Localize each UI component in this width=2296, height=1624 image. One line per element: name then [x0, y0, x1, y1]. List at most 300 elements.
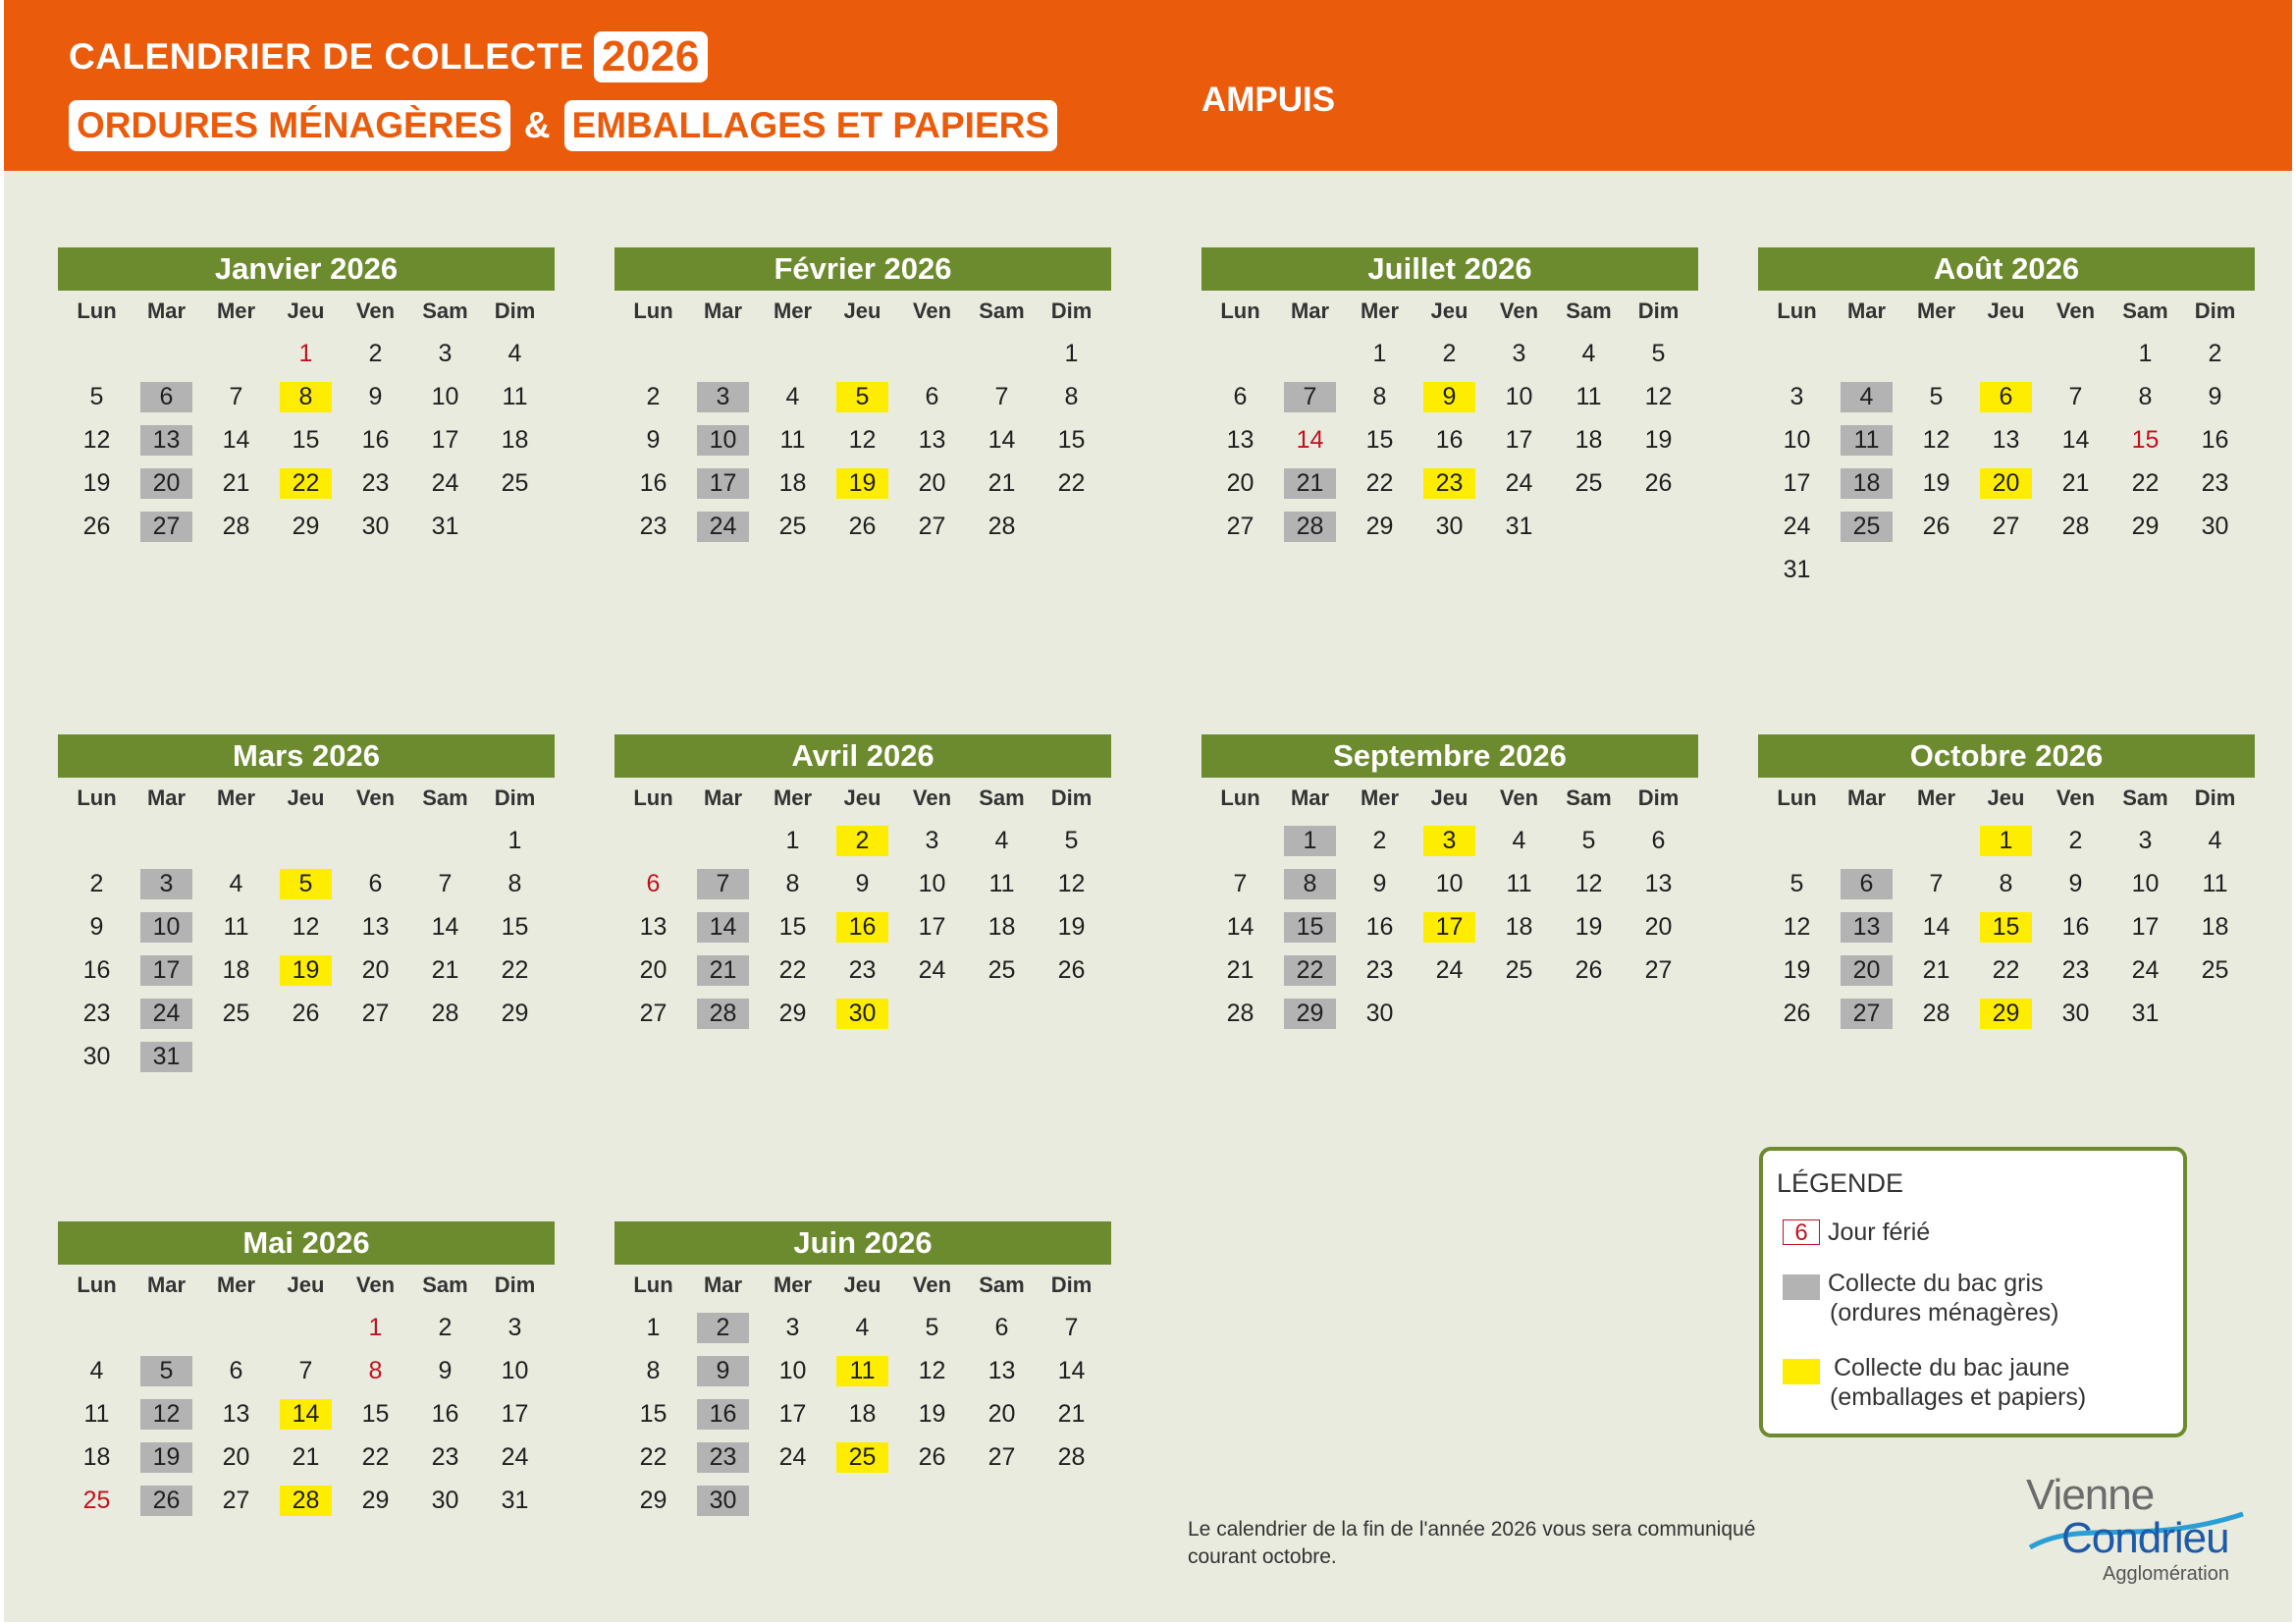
day-cell: 10 — [501, 1356, 529, 1384]
day-cell: 15 — [1057, 425, 1086, 454]
day-cell: 27 — [222, 1486, 250, 1514]
weekday-label: Dim — [2194, 298, 2236, 323]
grey-collection-day: 13 — [1841, 912, 1893, 943]
day-cell: 23 — [431, 1442, 459, 1471]
day-cell: 9 — [855, 869, 870, 897]
day-cell: 21 — [1057, 1399, 1086, 1428]
day-cell: 26 — [1575, 955, 1603, 984]
day-cell: 16 — [2201, 425, 2229, 454]
day-cell: 2 — [646, 382, 661, 410]
month-title: Février 2026 — [614, 247, 1111, 291]
weekday-label: Jeu — [287, 1272, 325, 1297]
day-cell: 18 — [222, 955, 250, 984]
day-cell: 9 — [2068, 869, 2083, 897]
weekday-label: Jeu — [843, 1272, 881, 1297]
week-row — [62, 1349, 555, 1392]
day-cell: 7 — [438, 869, 453, 897]
grey-collection-day: 28 — [1284, 512, 1336, 542]
day-cell: 21 — [431, 955, 459, 984]
month-grid — [1205, 332, 1698, 548]
yellow-collection-day: 14 — [280, 1399, 332, 1430]
week-row — [618, 905, 1111, 948]
week-row — [1205, 505, 1698, 548]
holiday-day: 6 — [646, 869, 661, 897]
day-cell: 4 — [994, 826, 1009, 854]
day-cell: 9 — [368, 382, 383, 410]
grey-collection-day: 20 — [1841, 955, 1893, 986]
day-cell: 28 — [222, 512, 250, 540]
weekday-label: Mer — [216, 298, 256, 323]
day-cell: 27 — [1644, 955, 1673, 984]
week-row — [62, 1479, 555, 1522]
week-row — [1205, 948, 1698, 992]
grey-collection-day: 7 — [1284, 382, 1336, 412]
week-row — [1205, 905, 1698, 948]
day-cell: 18 — [82, 1442, 111, 1471]
day-cell: 7 — [1064, 1313, 1079, 1341]
day-cell: 22 — [1992, 955, 2020, 984]
grey-collection-day: 29 — [1284, 999, 1336, 1029]
weekday-label: Lun — [77, 298, 117, 323]
day-cell: 12 — [1644, 382, 1673, 410]
week-row — [1762, 418, 2255, 461]
day-cell: 24 — [2131, 955, 2160, 984]
grey-collection-day: 21 — [1284, 468, 1336, 499]
yellow-collection-day: 2 — [836, 826, 888, 856]
grey-collection-day: 17 — [697, 468, 749, 499]
day-cell: 13 — [639, 912, 667, 941]
legend-title: LÉGENDE — [1777, 1168, 1904, 1198]
weekday-label: Sam — [2122, 785, 2168, 810]
day-cell: 19 — [1783, 955, 1811, 984]
grey-collection-day: 18 — [1841, 468, 1893, 499]
yellow-collection-day: 9 — [1423, 382, 1475, 412]
week-row — [1762, 548, 2255, 591]
day-cell: 23 — [848, 955, 877, 984]
week-row — [1762, 992, 2255, 1035]
day-cell: 1 — [646, 1313, 661, 1341]
day-cell: 21 — [222, 468, 250, 497]
day-cell: 1 — [785, 826, 800, 854]
month-block — [1201, 734, 1698, 1035]
day-cell: 11 — [83, 1399, 110, 1428]
weekday-label: Mer — [216, 1272, 256, 1297]
day-cell: 4 — [89, 1356, 104, 1384]
weekday-header — [618, 1265, 1111, 1306]
day-cell: 18 — [778, 468, 807, 497]
day-cell: 9 — [2208, 382, 2222, 410]
month-block — [1758, 247, 2255, 591]
week-row — [62, 992, 555, 1035]
grey-collection-day: 28 — [697, 999, 749, 1029]
week-row — [618, 505, 1111, 548]
day-cell: 17 — [2131, 912, 2160, 941]
weekday-label: Dim — [494, 785, 536, 810]
day-cell: 24 — [1783, 512, 1811, 540]
day-cell: 24 — [501, 1442, 529, 1471]
day-cell: 6 — [925, 382, 939, 410]
day-cell: 28 — [1226, 999, 1255, 1027]
day-cell: 3 — [925, 826, 939, 854]
day-cell: 12 — [1057, 869, 1086, 897]
day-cell: 11 — [988, 869, 1015, 897]
day-cell: 16 — [2061, 912, 2090, 941]
day-cell: 29 — [2131, 512, 2160, 540]
day-cell: 24 — [918, 955, 946, 984]
grey-collection-day: 14 — [697, 912, 749, 943]
day-cell: 22 — [361, 1442, 390, 1471]
day-cell: 5 — [1064, 826, 1079, 854]
day-cell: 7 — [1929, 869, 1944, 897]
grey-collection-day: 24 — [140, 999, 192, 1029]
week-row — [618, 461, 1111, 505]
weekday-label: Ven — [355, 298, 396, 323]
weekday-label: Mer — [773, 785, 813, 810]
week-row — [62, 1435, 555, 1479]
day-cell: 5 — [1929, 382, 1944, 410]
grey-collection-day: 5 — [140, 1356, 192, 1386]
day-cell: 16 — [639, 468, 667, 497]
yellow-collection-day: 22 — [280, 468, 332, 499]
day-cell: 2 — [2208, 339, 2222, 367]
day-cell: 27 — [918, 512, 946, 540]
day-cell: 22 — [778, 955, 807, 984]
weekday-label: Ven — [912, 1272, 952, 1297]
weekday-label: Sam — [422, 785, 468, 810]
day-cell: 8 — [1064, 382, 1079, 410]
day-cell: 8 — [785, 869, 800, 897]
week-row — [618, 862, 1111, 905]
day-cell: 14 — [1922, 912, 1950, 941]
week-row — [62, 905, 555, 948]
weekday-label: Mar — [146, 785, 187, 810]
day-cell: 14 — [222, 425, 250, 454]
legend-yellow-label-1: Collecte du bac jaune — [1834, 1354, 2070, 1381]
grey-collection-day: 25 — [1841, 512, 1893, 542]
weekday-label: Mar — [1290, 298, 1330, 323]
yellow-collection-day: 25 — [836, 1442, 888, 1473]
day-cell: 4 — [785, 382, 800, 410]
day-cell: 29 — [778, 999, 807, 1027]
day-cell: 19 — [1575, 912, 1603, 941]
day-cell: 19 — [82, 468, 111, 497]
week-row — [1762, 461, 2255, 505]
weekday-label: Ven — [912, 785, 952, 810]
weekday-label: Mar — [703, 298, 743, 323]
day-cell: 1 — [507, 826, 522, 854]
day-cell: 13 — [1226, 425, 1255, 454]
day-cell: 19 — [1922, 468, 1950, 497]
week-row — [62, 1035, 555, 1078]
day-cell: 10 — [1783, 425, 1811, 454]
day-cell: 28 — [2061, 512, 2090, 540]
day-cell: 31 — [1505, 512, 1533, 540]
weekday-label: Sam — [1566, 785, 1612, 810]
day-cell: 14 — [988, 425, 1016, 454]
weekday-label: Lun — [1777, 785, 1817, 810]
legend-grey-label-1: Collecte du bac gris — [1828, 1270, 2044, 1297]
weekday-label: Jeu — [1430, 298, 1468, 323]
day-cell: 26 — [1057, 955, 1086, 984]
legend-grey-swatch — [1783, 1274, 1820, 1300]
day-cell: 12 — [918, 1356, 946, 1384]
day-cell: 10 — [431, 382, 459, 410]
day-cell: 3 — [785, 1313, 800, 1341]
city-name: AMPUIS — [1201, 81, 1336, 119]
day-cell: 25 — [1505, 955, 1533, 984]
weekday-label: Lun — [633, 298, 673, 323]
day-cell: 9 — [438, 1356, 453, 1384]
day-cell: 27 — [988, 1442, 1016, 1471]
day-cell: 21 — [988, 468, 1016, 497]
week-row — [618, 1435, 1111, 1479]
weekday-label: Ven — [912, 298, 952, 323]
day-cell: 27 — [1226, 512, 1255, 540]
grey-collection-day: 8 — [1284, 869, 1336, 899]
day-cell: 2 — [438, 1313, 453, 1341]
weekday-label: Ven — [1499, 298, 1539, 323]
month-title: Juin 2026 — [614, 1221, 1111, 1265]
day-cell: 4 — [229, 869, 243, 897]
weekday-label: Dim — [1050, 1272, 1093, 1297]
month-block — [58, 247, 555, 548]
week-row — [1762, 948, 2255, 992]
week-row — [62, 1392, 555, 1435]
weekday-label: Jeu — [1430, 785, 1468, 810]
yellow-collection-day: 28 — [280, 1486, 332, 1516]
grey-collection-day: 26 — [140, 1486, 192, 1516]
month-title: Juillet 2026 — [1201, 247, 1698, 291]
grey-collection-day: 10 — [697, 425, 749, 456]
day-cell: 31 — [2131, 999, 2160, 1027]
holiday-day: 1 — [298, 339, 313, 367]
week-row — [1762, 332, 2255, 375]
holiday-day: 8 — [368, 1356, 383, 1384]
week-row — [618, 1392, 1111, 1435]
weekday-label: Mer — [773, 1272, 813, 1297]
day-cell: 8 — [507, 869, 522, 897]
day-cell: 21 — [1226, 955, 1255, 984]
day-cell: 3 — [1512, 339, 1526, 367]
grey-collection-day: 15 — [1284, 912, 1336, 943]
day-cell: 29 — [1365, 512, 1394, 540]
week-row — [1762, 862, 2255, 905]
day-cell: 15 — [1365, 425, 1394, 454]
month-grid — [618, 819, 1111, 1035]
day-cell: 12 — [1783, 912, 1811, 941]
weekday-label: Dim — [2194, 785, 2236, 810]
grey-collection-day: 17 — [140, 955, 192, 986]
day-cell: 30 — [2201, 512, 2229, 540]
footnote-line-2: courant octobre. — [1188, 1545, 1337, 1568]
weekday-label: Sam — [979, 1272, 1025, 1297]
day-cell: 13 — [361, 912, 390, 941]
week-row — [1205, 332, 1698, 375]
day-cell: 27 — [639, 999, 667, 1027]
grey-collection-day: 7 — [697, 869, 749, 899]
day-cell: 30 — [82, 1042, 111, 1070]
day-cell: 8 — [646, 1356, 661, 1384]
grey-collection-day: 27 — [140, 512, 192, 542]
weekday-label: Sam — [979, 298, 1025, 323]
week-row — [1762, 905, 2255, 948]
day-cell: 11 — [1575, 382, 1602, 410]
weekday-header — [62, 778, 555, 819]
day-cell: 31 — [1783, 555, 1811, 583]
day-cell: 22 — [1057, 468, 1086, 497]
day-cell: 19 — [918, 1399, 946, 1428]
day-cell: 19 — [1057, 912, 1086, 941]
day-cell: 26 — [1644, 468, 1673, 497]
day-cell: 3 — [1789, 382, 1804, 410]
day-cell: 26 — [82, 512, 111, 540]
day-cell: 25 — [778, 512, 807, 540]
day-cell: 20 — [222, 1442, 250, 1471]
day-cell: 8 — [1999, 869, 2013, 897]
grey-collection-day: 30 — [697, 1486, 749, 1516]
month-grid — [1205, 819, 1698, 1035]
day-cell: 1 — [1064, 339, 1079, 367]
day-cell: 7 — [1233, 869, 1248, 897]
day-cell: 20 — [988, 1399, 1016, 1428]
day-cell: 18 — [501, 425, 529, 454]
day-cell: 16 — [1365, 912, 1394, 941]
day-cell: 26 — [848, 512, 877, 540]
day-cell: 17 — [1505, 425, 1533, 454]
day-cell: 12 — [1922, 425, 1950, 454]
legend-grey-label-2: (ordures ménagères) — [1830, 1299, 2059, 1326]
weekday-label: Ven — [355, 785, 396, 810]
grey-collection-day: 19 — [140, 1442, 192, 1473]
day-cell: 7 — [298, 1356, 313, 1384]
weekday-label: Mar — [146, 1272, 187, 1297]
holiday-day: 14 — [1296, 425, 1324, 454]
month-title: Octobre 2026 — [1758, 734, 2255, 778]
weekday-header — [1205, 291, 1698, 332]
day-cell: 10 — [2131, 869, 2160, 897]
day-cell: 3 — [438, 339, 453, 367]
month-grid — [1762, 332, 2255, 591]
day-cell: 1 — [1372, 339, 1387, 367]
holiday-day: 15 — [2131, 425, 2160, 454]
weekday-label: Sam — [2122, 298, 2168, 323]
weekday-label: Lun — [633, 785, 673, 810]
weekday-header — [1205, 778, 1698, 819]
day-cell: 26 — [292, 999, 320, 1027]
week-row — [618, 418, 1111, 461]
weekday-label: Lun — [77, 785, 117, 810]
week-row — [618, 992, 1111, 1035]
yellow-collection-day: 5 — [280, 869, 332, 899]
day-cell: 16 — [431, 1399, 459, 1428]
day-cell: 24 — [778, 1442, 807, 1471]
header-categories — [69, 100, 1057, 151]
day-cell: 20 — [639, 955, 667, 984]
month-grid — [62, 1306, 555, 1522]
week-row — [618, 1306, 1111, 1349]
day-cell: 27 — [1992, 512, 2020, 540]
day-cell: 25 — [222, 999, 250, 1027]
day-cell: 30 — [2061, 999, 2090, 1027]
day-cell: 23 — [361, 468, 390, 497]
week-row — [62, 948, 555, 992]
logo-line-3: Agglomération — [2103, 1563, 2229, 1585]
legend-holiday-swatch: 6 — [1783, 1219, 1820, 1245]
day-cell: 14 — [1226, 912, 1255, 941]
weekday-label: Ven — [2056, 298, 2096, 323]
day-cell: 22 — [639, 1442, 667, 1471]
day-cell: 15 — [778, 912, 807, 941]
yellow-collection-day: 1 — [1980, 826, 2032, 856]
grey-collection-day: 6 — [140, 382, 192, 412]
day-cell: 5 — [89, 382, 104, 410]
weekday-label: Jeu — [287, 785, 325, 810]
day-cell: 13 — [918, 425, 946, 454]
day-cell: 25 — [988, 955, 1016, 984]
day-cell: 28 — [1057, 1442, 1086, 1471]
day-cell: 12 — [1575, 869, 1603, 897]
day-cell: 18 — [1575, 425, 1603, 454]
weekday-label: Lun — [1220, 298, 1260, 323]
grey-collection-day: 27 — [1841, 999, 1893, 1029]
day-cell: 8 — [1372, 382, 1387, 410]
vienne-condrieu-logo — [2022, 1471, 2248, 1589]
weekday-label: Mer — [1916, 785, 1956, 810]
day-cell: 21 — [292, 1442, 320, 1471]
week-row — [62, 375, 555, 418]
day-cell: 10 — [1435, 869, 1464, 897]
legend-box — [1759, 1147, 2187, 1437]
grey-collection-day: 13 — [140, 425, 192, 456]
header-banner — [4, 0, 2292, 171]
weekday-label: Jeu — [1987, 785, 2025, 810]
day-cell: 29 — [361, 1486, 390, 1514]
weekday-label: Dim — [1637, 785, 1680, 810]
day-cell: 9 — [1372, 869, 1387, 897]
week-row — [1205, 375, 1698, 418]
weekday-header — [62, 1265, 555, 1306]
day-cell: 27 — [361, 999, 390, 1027]
header-title: CALENDRIER DE COLLECTE — [69, 36, 584, 77]
yellow-collection-day: 19 — [836, 468, 888, 499]
day-cell: 20 — [361, 955, 390, 984]
day-cell: 30 — [431, 1486, 459, 1514]
weekday-label: Mer — [1360, 298, 1400, 323]
day-cell: 17 — [778, 1399, 807, 1428]
grey-collection-day: 11 — [1841, 425, 1893, 456]
day-cell: 5 — [1789, 869, 1804, 897]
day-cell: 28 — [431, 999, 459, 1027]
grey-collection-day: 10 — [140, 912, 192, 943]
holiday-day: 1 — [368, 1313, 383, 1341]
yellow-collection-day: 3 — [1423, 826, 1475, 856]
day-cell: 13 — [1992, 425, 2020, 454]
day-cell: 11 — [223, 912, 249, 941]
month-block — [1201, 247, 1698, 548]
day-cell: 22 — [501, 955, 529, 984]
day-cell: 6 — [1651, 826, 1666, 854]
week-row — [62, 1306, 555, 1349]
weekday-label: Mar — [703, 1272, 743, 1297]
day-cell: 7 — [229, 382, 243, 410]
logo-line-2: Condrieu — [2061, 1514, 2229, 1562]
week-row — [1762, 375, 2255, 418]
yellow-collection-day: 23 — [1423, 468, 1475, 499]
day-cell: 3 — [2138, 826, 2153, 854]
month-block — [58, 1221, 555, 1522]
week-row — [62, 819, 555, 862]
day-cell: 22 — [1365, 468, 1394, 497]
